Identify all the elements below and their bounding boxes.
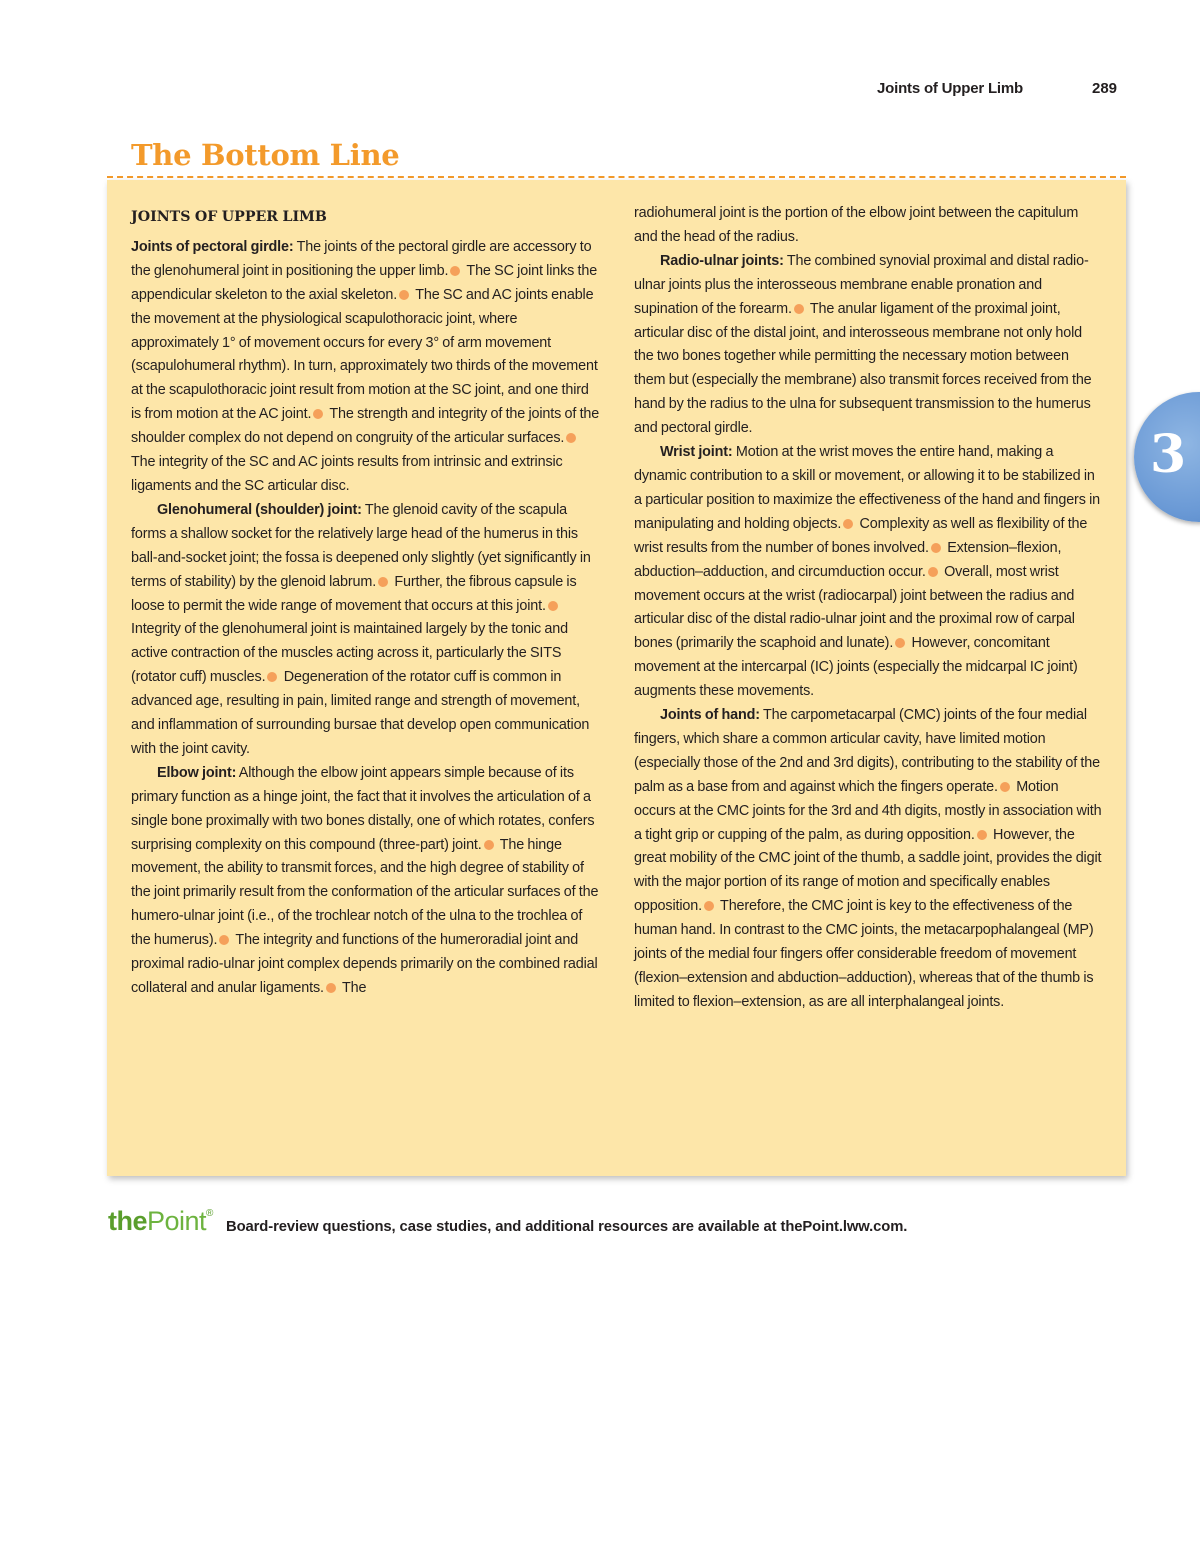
right-column [634, 202, 1102, 1015]
bullet-icon [548, 601, 558, 611]
paragraph-segment: Degeneration of the rotator cuff is common in advanced age, resulting in pain, limited range and strength of movement, and inflammation of surrounding bursae that develop open communication with the joint cavity. [131, 669, 590, 757]
logo-the: the [108, 1206, 147, 1236]
paragraph-lead: Radio-ulnar joints: [660, 252, 784, 269]
bullet-icon [794, 304, 804, 314]
paragraph-segment: The combined synovial proximal and distal radio-ulnar joints plus the interosseous membrane enable pronation and supination of the forearm. [634, 252, 1089, 317]
paragraph-segment: Although the elbow joint appears simple because of its primary function as a hinge joint, the fact that it involves the articulation of a single bone proximally with two bones distally, one of which rotates, confers surprising complexity on this compound (three-part) joint. [131, 764, 595, 853]
left-paragraphs [131, 236, 601, 1001]
paragraph-segment: Complexity as well as flexibility of the wrist results from the number of bones involved. [634, 515, 1088, 556]
paragraph [634, 441, 1102, 704]
paragraph-lead: Joints of hand: [660, 707, 760, 724]
paragraph-segment: The [338, 980, 367, 996]
paragraph-lead: Elbow joint: [157, 764, 237, 781]
bullet-icon [484, 840, 494, 850]
paragraph-segment: The SC and AC joints enable the movement at the physiological scapulothoracic joint, where approximately 1° of movement occurs for every 3° of arm movement (scapulohumeral rhythm). In turn, approximately two thirds of the movement at the scapulothoracic joint result from motion at the SC joint, and one third is from motion at the AC joint. [131, 286, 598, 423]
paragraph-segment: Overall, most wrist movement occurs at the wrist (radiocarpal) joint between the radius and articular disc of the distal radio-ulnar joint and the proximal row of carpal bones (primarily the scaphoid and lunate). [634, 563, 1075, 652]
paragraph [131, 762, 601, 1001]
bullet-icon [843, 519, 853, 529]
thepoint-logo[interactable] [108, 1206, 213, 1237]
box-heading: JOINTS OF UPPER LIMB [131, 209, 327, 225]
bullet-icon [267, 672, 277, 682]
paragraph-segment: The carpometacarpal (CMC) joints of the four medial fingers, which share a common articular cavity, have limited motion (especially those of the 2nd and 3rd digits), contributing to the stability of the palm as a base from and against which the fingers operate. [634, 707, 1100, 795]
paragraph-segment: Motion at the wrist moves the entire hand, making a dynamic contribution to a skill or movement, or allowing it to be stabilized in a particular position to maximize the effectiveness of the hand and fingers in manipulating and holding objects. [634, 444, 1100, 532]
paragraph [634, 250, 1102, 441]
paragraph [634, 704, 1102, 1015]
paragraph-segment: The glenoid cavity of the scapula forms a shallow socket for the relatively large head of the humerus in this ball-and-socket joint; the fossa is deepened only slightly (yet significantly in terms of stability) by the glenoid labrum. [131, 501, 591, 590]
paragraph-segment: The integrity of the SC and AC joints results from intrinsic and extrinsic ligaments and the SC articular disc. [131, 454, 563, 494]
paragraph-segment: The anular ligament of the proximal joint, articular disc of the distal joint, and interosseous membrane not only hold the two bones together while permitting the necessary motion between them but (especially the membrane) also transmit forces received from the hand by the radius to the ulna for subsequent transmission to the humerus and pectoral girdle. [634, 300, 1092, 437]
chapter-number: 3 [1150, 424, 1187, 485]
continuation-paragraph: radiohumeral joint is the portion of the elbow joint between the capitulum and the head of the radius. [634, 205, 1079, 245]
logo-registered-mark: ® [206, 1208, 213, 1219]
section-title: The Bottom Line [131, 138, 400, 172]
paragraph-segment: However, the great mobility of the CMC joint of the thumb, a saddle joint, provides the digit with the major portion of its range of motion and specifically enables opposition. [634, 826, 1102, 915]
paragraph-segment: Extension–flexion, abduction–adduction, and circumduction occur. [634, 539, 1062, 580]
bullet-icon [378, 577, 388, 587]
paragraph [131, 499, 601, 762]
bullet-icon [928, 567, 938, 577]
bullet-icon [931, 543, 941, 553]
paragraph-segment: Therefore, the CMC joint is key to the effectiveness of the human hand. In contrast to the CMC joints, the metacarpophalangeal (MP) joints of the medial four fingers offer considerable freedom of movement (flexion–extension and abduction–adduction), whereas that of the thumb is limited to flexion–extension, as are all interphalangeal joints. [634, 898, 1094, 1010]
footer-text: Board-review questions, case studies, and additional resources are available at thePoint.lww.com. [226, 1219, 908, 1235]
logo-point: Point [147, 1206, 207, 1236]
paragraph [131, 236, 601, 499]
page-number: 289 [1092, 80, 1118, 97]
paragraph-segment: Integrity of the glenohumeral joint is maintained largely by the tonic and active contraction of the muscles acting across it, particularly the SITS (rotator cuff) muscles. [131, 621, 568, 686]
paragraph-segment: The hinge movement, the ability to transmit forces, and the high degree of stability of the joint primarily result from the conformation of the articular surfaces of the humero-ulnar joint (i.e., of the trochlear notch of the ulna to the trochlea of the humerus). [131, 836, 599, 949]
paragraph-segment: However, concomitant movement at the intercarpal (IC) joints (especially the midcarpal IC joint) augments these movements. [634, 635, 1078, 700]
running-head: Joints of Upper Limb [877, 80, 1024, 97]
bullet-icon [977, 830, 987, 840]
bullet-icon [313, 409, 323, 419]
bullet-icon [450, 266, 460, 276]
paragraph-lead: Glenohumeral (shoulder) joint: [157, 501, 362, 518]
bullet-icon [566, 433, 576, 443]
bullet-icon [704, 901, 714, 911]
paragraph-segment: The joints of the pectoral girdle are accessory to the glenohumeral joint in positioning the upper limb. [131, 238, 592, 279]
paragraph-segment: Further, the fibrous capsule is loose to permit the wide range of movement that occurs at this joint. [131, 573, 577, 614]
paragraph-segment: The integrity and functions of the humeroradial joint and proximal radio-ulnar joint complex depends primarily on the combined radial collateral and anular ligaments. [131, 932, 598, 996]
bullet-icon [895, 638, 905, 648]
bullet-icon [326, 983, 336, 993]
right-paragraphs [634, 250, 1102, 1015]
paragraph-segment: The strength and integrity of the joints of the shoulder complex do not depend on congruity of the articular surfaces. [131, 406, 600, 447]
paragraph-segment: Motion occurs at the CMC joints for the 3rd and 4th digits, mostly in association with a tight grip or cupping of the palm, as during opposition. [634, 778, 1102, 843]
bullet-icon [399, 290, 409, 300]
paragraph-segment: The SC joint links the appendicular skeleton to the axial skeleton. [131, 262, 598, 303]
title-divider [107, 176, 1126, 178]
paragraph-lead: Joints of pectoral girdle: [131, 238, 294, 255]
paragraph-lead: Wrist joint: [660, 444, 733, 461]
left-column [131, 206, 601, 1001]
bullet-icon [1000, 782, 1010, 792]
chapter-tab[interactable] [1134, 392, 1200, 522]
footer [108, 1206, 1108, 1246]
bullet-icon [219, 935, 229, 945]
